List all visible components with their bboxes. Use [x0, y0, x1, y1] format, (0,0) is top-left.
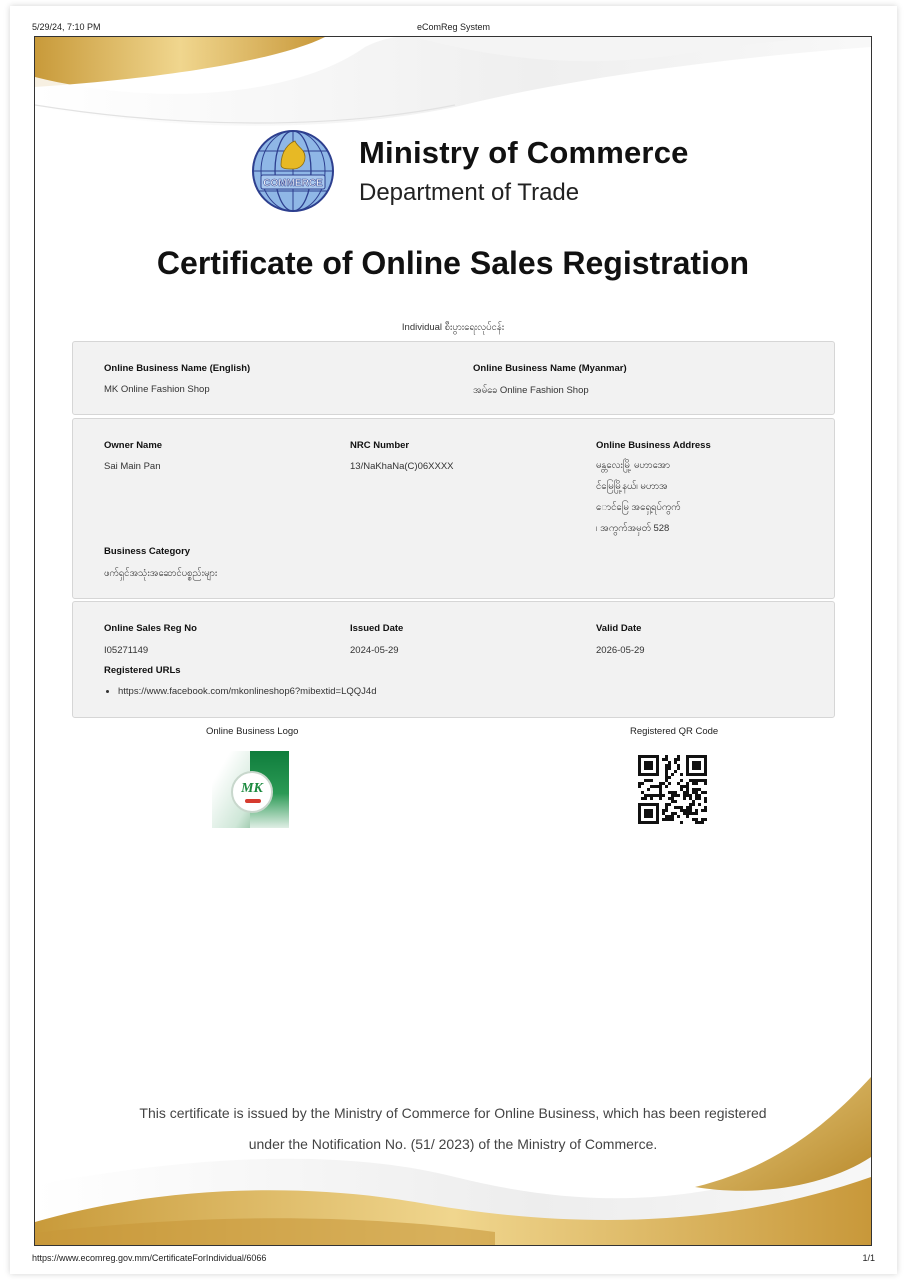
- address-line: ောင်မြေ အရှေ့ရပ်ကွက်: [596, 502, 681, 513]
- qr-module: [683, 794, 686, 797]
- qr-module: [662, 809, 665, 812]
- issued-date-label: Issued Date: [350, 623, 404, 634]
- qr-module: [695, 755, 698, 758]
- qr-module: [704, 779, 707, 782]
- registration-panel: [72, 601, 835, 718]
- commerce-seal-logo: [251, 129, 335, 213]
- qr-module: [698, 779, 701, 782]
- qr-module: [638, 818, 641, 821]
- qr-module: [701, 779, 704, 782]
- qr-module: [695, 812, 698, 815]
- reg-no-value: I05271149: [104, 645, 149, 656]
- qr-module: [683, 797, 686, 800]
- qr-module: [689, 755, 692, 758]
- seal-text: COMMERCE: [263, 178, 323, 189]
- qr-module: [683, 812, 686, 815]
- qr-module: [656, 809, 659, 812]
- address-line: ၊ အကွက်အမှတ် 528: [596, 523, 670, 534]
- certificate: [34, 36, 872, 1246]
- qr-module: [638, 758, 641, 761]
- qr-module: [686, 773, 689, 776]
- address-line: င်မြေမြို့နယ်၊ မဟာအ: [596, 481, 668, 492]
- qr-module: [704, 818, 707, 821]
- qr-module: [662, 794, 665, 797]
- qr-module: [638, 806, 641, 809]
- qr-module: [695, 767, 698, 770]
- qr-module: [701, 818, 704, 821]
- qr-module: [695, 761, 698, 764]
- nrc-label: NRC Number: [350, 440, 410, 451]
- qr-module: [674, 770, 677, 773]
- qr-module: [650, 809, 653, 812]
- address-line: မန္တလေးမြို့ မဟာအော: [596, 460, 670, 471]
- qr-module: [647, 788, 650, 791]
- qr-module: [689, 797, 692, 800]
- qr-module: [665, 764, 668, 767]
- qr-module: [668, 767, 671, 770]
- qr-module: [674, 794, 677, 797]
- qr-module: [680, 785, 683, 788]
- qr-module: [638, 785, 641, 788]
- qr-module: [638, 815, 641, 818]
- qr-module: [701, 791, 704, 794]
- qr-module: [647, 764, 650, 767]
- qr-module: [680, 821, 683, 824]
- qr-module: [659, 785, 662, 788]
- qr-module: [671, 800, 674, 803]
- qr-module: [671, 818, 674, 821]
- qr-module: [686, 770, 689, 773]
- qr-module: [665, 818, 668, 821]
- qr-module: [695, 791, 698, 794]
- qr-module: [644, 794, 647, 797]
- business-name-panel: [72, 341, 835, 415]
- qr-module: [644, 812, 647, 815]
- english-name-value: MK Online Fashion Shop: [104, 384, 210, 395]
- qr-module: [644, 761, 647, 764]
- qr-module: [677, 806, 680, 809]
- qr-module: [656, 821, 659, 824]
- registered-url-link[interactable]: • https://www.facebook.com/mkonlineshop6?mibextid=LQQJ4d: [118, 686, 376, 697]
- qr-module: [641, 797, 644, 800]
- qr-module: [698, 755, 701, 758]
- qr-module: [671, 812, 674, 815]
- qr-module: [689, 773, 692, 776]
- qr-module: [668, 818, 671, 821]
- qr-module: [647, 812, 650, 815]
- qr-module: [650, 773, 653, 776]
- qr-module: [641, 782, 644, 785]
- qr-module: [644, 821, 647, 824]
- qr-module: [647, 767, 650, 770]
- qr-module: [671, 797, 674, 800]
- footer-statement-line2: under the Notification No. (51/ 2023) of the Ministry of Commerce.: [248, 1136, 658, 1152]
- qr-module: [680, 806, 683, 809]
- qr-module: [653, 803, 656, 806]
- qr-module: [644, 755, 647, 758]
- qr-module: [668, 791, 671, 794]
- qr-module: [650, 812, 653, 815]
- qr-module: [650, 815, 653, 818]
- qr-module: [686, 755, 689, 758]
- qr-module: [656, 761, 659, 764]
- qr-module: [686, 764, 689, 767]
- qr-module: [650, 767, 653, 770]
- qr-module: [656, 770, 659, 773]
- qr-module: [671, 815, 674, 818]
- qr-module: [650, 779, 653, 782]
- qr-module: [656, 773, 659, 776]
- qr-module: [656, 818, 659, 821]
- qr-module: [650, 821, 653, 824]
- qr-module: [647, 773, 650, 776]
- qr-module: [665, 806, 668, 809]
- qr-module: [659, 797, 662, 800]
- qr-module: [653, 773, 656, 776]
- qr-module: [692, 803, 695, 806]
- qr-module: [692, 782, 695, 785]
- qr-module: [665, 758, 668, 761]
- qr-module: [653, 821, 656, 824]
- owner-name-value: Sai Main Pan: [104, 461, 161, 472]
- qr-module: [674, 812, 677, 815]
- qr-module: [692, 767, 695, 770]
- qr-module: [665, 776, 668, 779]
- qr-module: [680, 779, 683, 782]
- address-label: Online Business Address: [596, 440, 711, 451]
- qr-module: [686, 806, 689, 809]
- qr-module: [650, 755, 653, 758]
- qr-module: [677, 782, 680, 785]
- qr-module: [692, 761, 695, 764]
- qr-module: [674, 806, 677, 809]
- qr-module: [695, 788, 698, 791]
- qr-module: [692, 800, 695, 803]
- qr-module: [689, 803, 692, 806]
- qr-module: [698, 788, 701, 791]
- qr-module: [638, 767, 641, 770]
- qr-module: [701, 809, 704, 812]
- qr-module: [665, 755, 668, 758]
- qr-module: [665, 815, 668, 818]
- owner-panel: [72, 418, 835, 599]
- qr-module: [695, 821, 698, 824]
- qr-module: [662, 758, 665, 761]
- qr-module: [677, 758, 680, 761]
- qr-module: [704, 800, 707, 803]
- qr-module: [698, 764, 701, 767]
- qr-module: [674, 791, 677, 794]
- qr-module: [701, 773, 704, 776]
- qr-module: [689, 806, 692, 809]
- qr-module: [653, 755, 656, 758]
- qr-module: [659, 788, 662, 791]
- qr-module: [668, 764, 671, 767]
- qr-module: [644, 773, 647, 776]
- qr-module: [674, 761, 677, 764]
- qr-module: [644, 797, 647, 800]
- qr-code-label: Registered QR Code: [630, 726, 719, 737]
- qr-module: [665, 773, 668, 776]
- qr-module: [704, 761, 707, 764]
- qr-module: [668, 782, 671, 785]
- qr-module: [680, 809, 683, 812]
- qr-module: [698, 794, 701, 797]
- qr-module: [656, 794, 659, 797]
- qr-module: [653, 785, 656, 788]
- qr-module: [644, 815, 647, 818]
- ministry-name: Ministry of Commerce: [359, 135, 689, 170]
- qr-module: [698, 797, 701, 800]
- qr-module: [695, 809, 698, 812]
- qr-module: [650, 797, 653, 800]
- qr-module: [644, 803, 647, 806]
- qr-module: [698, 803, 701, 806]
- qr-module: [686, 767, 689, 770]
- nrc-value: 13/NaKhaNa(C)06XXXX: [350, 461, 454, 472]
- qr-module: [638, 764, 641, 767]
- qr-module: [668, 803, 671, 806]
- qr-module: [656, 758, 659, 761]
- qr-module: [650, 785, 653, 788]
- qr-module: [644, 809, 647, 812]
- category-value: ဖက်ရှင်အသုံးအဆောင်ပစ္စည်းများ: [104, 568, 218, 579]
- qr-module: [689, 812, 692, 815]
- business-logo-image: [212, 751, 289, 828]
- category-label: Business Category: [104, 546, 191, 557]
- qr-module: [695, 818, 698, 821]
- qr-module: [692, 812, 695, 815]
- qr-module: [647, 779, 650, 782]
- myanmar-name-value: အမ်ခေ Online Fashion Shop: [473, 385, 589, 396]
- qr-module: [677, 764, 680, 767]
- qr-module: [647, 794, 650, 797]
- qr-code-image: [638, 755, 707, 824]
- qr-module: [677, 794, 680, 797]
- qr-module: [698, 761, 701, 764]
- qr-module: [686, 794, 689, 797]
- qr-module: [704, 755, 707, 758]
- english-name-label: Online Business Name (English): [104, 363, 251, 374]
- owner-name-label: Owner Name: [104, 440, 163, 451]
- qr-module: [656, 764, 659, 767]
- qr-module: [647, 755, 650, 758]
- mk-logo-text: MK: [241, 781, 263, 796]
- header-branding: [251, 129, 721, 219]
- qr-module: [665, 809, 668, 812]
- qr-module: [686, 791, 689, 794]
- qr-module: [686, 809, 689, 812]
- qr-module: [659, 794, 662, 797]
- qr-module: [662, 812, 665, 815]
- qr-module: [704, 770, 707, 773]
- qr-module: [701, 755, 704, 758]
- qr-module: [656, 755, 659, 758]
- qr-module: [647, 815, 650, 818]
- qr-module: [668, 776, 671, 779]
- qr-module: [695, 782, 698, 785]
- qr-module: [677, 815, 680, 818]
- qr-module: [656, 812, 659, 815]
- qr-module: [638, 782, 641, 785]
- qr-module: [638, 773, 641, 776]
- qr-module: [650, 761, 653, 764]
- qr-module: [704, 758, 707, 761]
- qr-module: [656, 806, 659, 809]
- qr-module: [698, 767, 701, 770]
- qr-module: [674, 758, 677, 761]
- qr-module: [692, 791, 695, 794]
- qr-module: [638, 821, 641, 824]
- qr-module: [692, 773, 695, 776]
- business-logo-label: Online Business Logo: [206, 726, 299, 737]
- qr-module: [650, 794, 653, 797]
- qr-module: [665, 803, 668, 806]
- qr-module: [671, 791, 674, 794]
- qr-module: [683, 809, 686, 812]
- qr-module: [686, 788, 689, 791]
- qr-module: [647, 761, 650, 764]
- qr-module: [677, 767, 680, 770]
- qr-module: [668, 797, 671, 800]
- certificate-subtitle: Individual စီးပွားရေးလုပ်ငန်း: [401, 322, 505, 333]
- qr-module: [692, 818, 695, 821]
- print-url: https://www.ecomreg.gov.mm/CertificateForIndividual/6066: [32, 1253, 267, 1263]
- qr-module: [647, 821, 650, 824]
- qr-module: [662, 818, 665, 821]
- qr-module: [644, 764, 647, 767]
- qr-module: [668, 815, 671, 818]
- qr-module: [677, 755, 680, 758]
- qr-module: [659, 791, 662, 794]
- myanmar-name-label: Online Business Name (Myanmar): [473, 363, 627, 374]
- qr-module: [686, 815, 689, 818]
- qr-module: [653, 794, 656, 797]
- qr-module: [698, 773, 701, 776]
- qr-module: [644, 779, 647, 782]
- qr-module: [686, 812, 689, 815]
- qr-module: [686, 761, 689, 764]
- qr-module: [650, 803, 653, 806]
- qr-module: [656, 785, 659, 788]
- qr-module: [638, 812, 641, 815]
- qr-module: [671, 794, 674, 797]
- qr-module: [641, 755, 644, 758]
- certificate-title: Certificate of Online Sales Registration: [156, 245, 750, 281]
- qr-module: [665, 767, 668, 770]
- address-value: [596, 455, 716, 539]
- qr-module: [638, 809, 641, 812]
- urls-label: Registered URLs: [104, 665, 181, 676]
- qr-module: [647, 803, 650, 806]
- qr-module: [686, 758, 689, 761]
- qr-module: [638, 761, 641, 764]
- qr-module: [704, 773, 707, 776]
- qr-module: [665, 785, 668, 788]
- qr-module: [695, 794, 698, 797]
- qr-module: [704, 797, 707, 800]
- footer-statement-line1: This certificate is issued by the Ministry of Commerce for Online Business, which has been registered: [139, 1105, 767, 1121]
- mk-badge: [231, 771, 273, 813]
- qr-module: [704, 791, 707, 794]
- qr-module: [647, 809, 650, 812]
- qr-module: [704, 767, 707, 770]
- qr-module: [689, 809, 692, 812]
- qr-module: [641, 803, 644, 806]
- qr-module: [686, 785, 689, 788]
- qr-module: [695, 773, 698, 776]
- qr-module: [638, 803, 641, 806]
- qr-module: [680, 773, 683, 776]
- valid-date-label: Valid Date: [596, 623, 642, 634]
- qr-module: [641, 791, 644, 794]
- qr-module: [692, 764, 695, 767]
- qr-module: [695, 779, 698, 782]
- qr-module: [662, 782, 665, 785]
- qr-module: [641, 821, 644, 824]
- qr-module: [641, 773, 644, 776]
- print-datetime: 5/29/24, 7:10 PM: [32, 22, 101, 32]
- qr-module: [689, 794, 692, 797]
- qr-module: [695, 797, 698, 800]
- issued-date-value: 2024-05-29: [350, 645, 399, 656]
- qr-module: [656, 803, 659, 806]
- qr-module: [671, 773, 674, 776]
- qr-module: [656, 815, 659, 818]
- qr-module: [680, 788, 683, 791]
- qr-module: [683, 785, 686, 788]
- qr-module: [692, 779, 695, 782]
- qr-module: [644, 767, 647, 770]
- qr-module: [674, 800, 677, 803]
- qr-module: [704, 806, 707, 809]
- qr-module: [704, 782, 707, 785]
- registered-url-list: [104, 686, 376, 697]
- qr-module: [665, 770, 668, 773]
- valid-date-value: 2026-05-29: [596, 645, 645, 656]
- print-page-number: 1/1: [862, 1253, 875, 1263]
- qr-module: [650, 764, 653, 767]
- qr-module: [665, 779, 668, 782]
- department-name: Department of Trade: [359, 179, 580, 206]
- qr-module: [686, 782, 689, 785]
- reg-no-label: Online Sales Reg No: [104, 623, 197, 634]
- qr-module: [692, 788, 695, 791]
- qr-module: [695, 764, 698, 767]
- qr-module: [683, 791, 686, 794]
- qr-module: [638, 755, 641, 758]
- qr-module: [692, 755, 695, 758]
- qr-module: [638, 770, 641, 773]
- qr-module: [704, 764, 707, 767]
- qr-module: [698, 821, 701, 824]
- qr-module: [656, 767, 659, 770]
- qr-module: [689, 779, 692, 782]
- qr-module: [659, 782, 662, 785]
- qr-module: [701, 821, 704, 824]
- print-page-title: eComReg System: [416, 22, 491, 32]
- qr-module: [668, 761, 671, 764]
- qr-module: [704, 809, 707, 812]
